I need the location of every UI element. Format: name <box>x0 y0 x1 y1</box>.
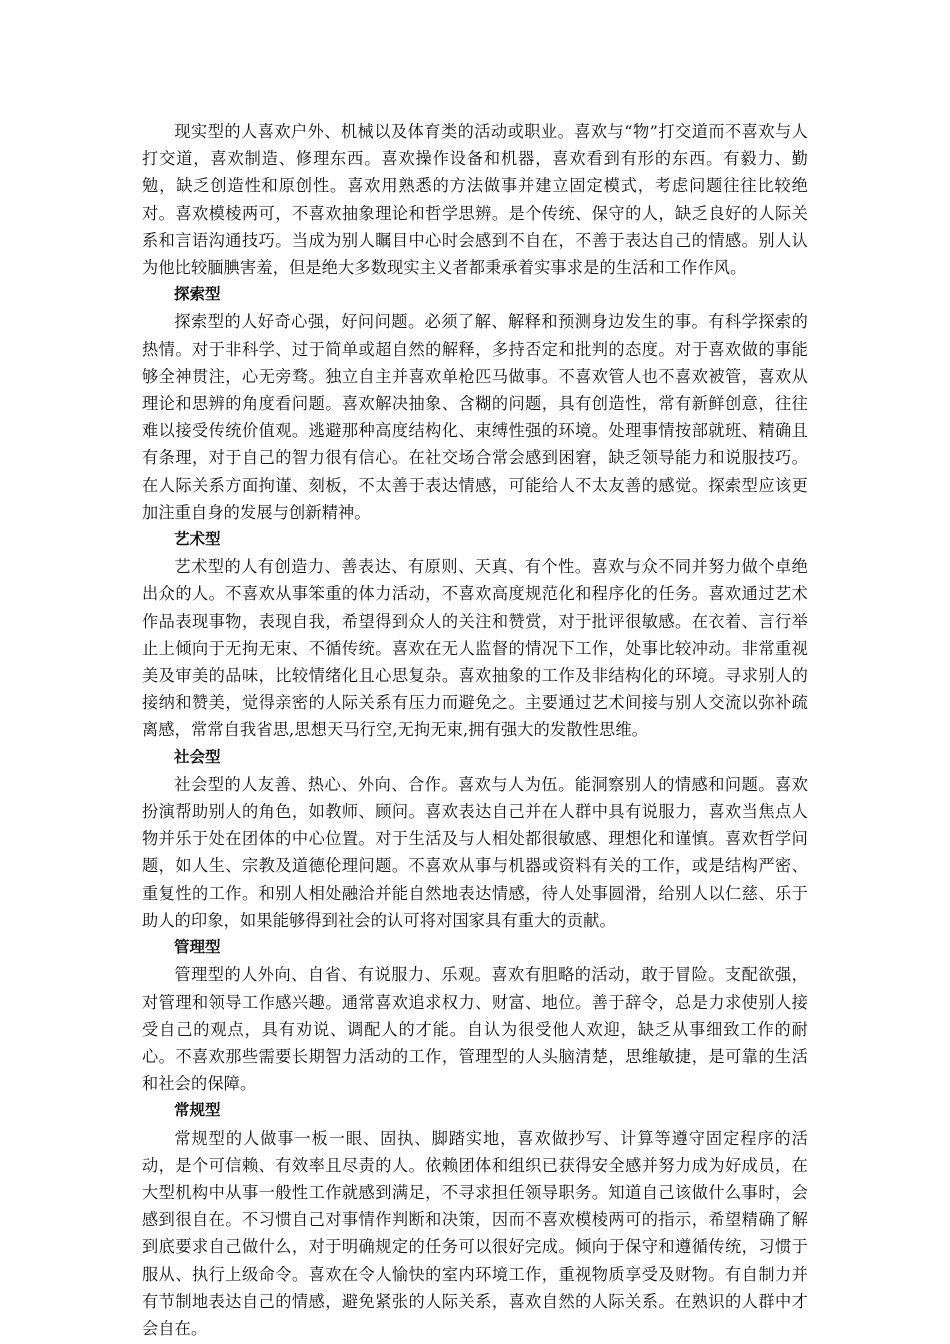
heading-artistic: 艺术型 <box>174 530 221 549</box>
heading-conventional: 常规型 <box>174 1101 221 1120</box>
paragraph-artistic: 艺术型的人有创造力、善表达、有原则、天真、有个性。喜欢与众不同并努力做个卓绝出众的人。不喜欢从事笨重的体力活动，不喜欢高度规范化和程序化的任务。喜欢通过艺术作品表现事物，表现自我，希望得到众人的关注和赞赏，对于批评很敏感。在衣着、言行举止上倾向于无拘无束、不循传统。喜欢在无人监督的情况下工作，处事比较冲动。非常重视美及审美的品味，比较情绪化且心思复杂。喜欢抽象的工作及非结构化的环境。寻求别人的接纳和赞美，觉得亲密的人际关系有压力而避免之。主要通过艺术间接与别人交流以弥补疏离感，常常自我省思,思想天马行空,无拘无束,拥有强大的发散性思维。 <box>142 557 808 740</box>
paragraph-conventional: 常规型的人做事一板一眼、固执、脚踏实地，喜欢做抄写、计算等遵守固定程序的活动，是个可信赖、有效率且尽责的人。依赖团体和组织已获得安全感并努力成为好成员，在大型机构中从事一般性工作就感到满足，不寻求担任领导职务。知道自己该做什么事时，会感到很自在。不习惯自己对事情作判断和决策，因而不喜欢模棱两可的指示，希望精确了解到底要求自己做什么，对于明确规定的任务可以很好完成。倾向于保守和遵循传统，习惯于服从、执行上级命令。喜欢在令人愉快的室内环境工作，重视物质享受及财物。有自制力并有节制地表达自己的情感，避免紧张的人际关系，喜欢自然的人际关系。在熟识的人群中才会自在。 <box>142 1128 808 1338</box>
heading-enterprising: 管理型 <box>174 938 221 957</box>
heading-investigative: 探索型 <box>174 285 221 304</box>
paragraph-social: 社会型的人友善、热心、外向、合作。喜欢与人为伍。能洞察别人的情感和问题。喜欢扮演帮助别人的角色，如教师、顾问。喜欢表达自己并在人群中具有说服力，喜欢当焦点人物并乐于处在团体的中心位置。对于生活及与人相处都很敏感、理想化和谨慎。喜欢哲学问题，如人生、宗教及道德伦理问题。不喜欢从事与机器或资料有关的工作，或是结构严密、重复性的工作。和别人相处融洽并能自然地表达情感，待人处事圆滑，给别人以仁慈、乐于助人的印象，如果能够得到社会的认可将对国家具有重大的贡献。 <box>142 774 808 930</box>
paragraph-realistic: 现实型的人喜欢户外、机械以及体育类的活动或职业。喜欢与“物”打交道而不喜欢与人打交道，喜欢制造、修理东西。喜欢操作设备和机器，喜欢看到有形的东西。有毅力、勤勉，缺乏创造性和原创性。喜欢用熟悉的方法做事并建立固定模式，考虑问题往往比较绝对。喜欢模棱两可，不喜欢抽象理论和哲学思辨。是个传统、保守的人，缺乏良好的人际关系和言语沟通技巧。当成为别人瞩目中心时会感到不自在，不善于表达自己的情感。别人认为他比较腼腆害羞，但是绝大多数现实主义者都秉承着实事求是的生活和工作作风。 <box>142 122 808 278</box>
paragraph-investigative: 探索型的人好奇心强，好问问题。必须了解、解释和预测身边发生的事。有科学探索的热情。对于非科学、过于简单或超自然的解释，多持否定和批判的态度。对于喜欢做的事能够全神贯注，心无旁骛。独立自主并喜欢单枪匹马做事。不喜欢管人也不喜欢被管，喜欢从理论和思辨的角度看问题。喜欢解决抽象、含糊的问题，具有创造性，常有新鲜创意，往往难以接受传统价值观。逃避那种高度结构化、束缚性强的环境。处理事情按部就班、精确且有条理，对于自己的智力很有信心。在社交场合常会感到困窘，缺乏领导能力和说服技巧。在人际关系方面拘谨、刻板，不太善于表达情感，可能给人不太友善的感觉。探索型应该更加注重自身的发展与创新精神。 <box>142 312 808 522</box>
heading-social: 社会型 <box>174 747 221 766</box>
document-page <box>142 118 808 1342</box>
paragraph-enterprising: 管理型的人外向、自省、有说服力、乐观。喜欢有胆略的活动，敢于冒险。支配欲强，对管理和领导工作感兴趣。通常喜欢追求权力、财富、地位。善于辞令，总是力求使别人接受自己的观点，具有劝说、调配人的才能。自认为很受他人欢迎，缺乏从事细致工作的耐心。不喜欢那些需要长期智力活动的工作，管理型的人头脑清楚，思维敏捷，是可靠的生活和社会的保障。 <box>142 965 808 1094</box>
